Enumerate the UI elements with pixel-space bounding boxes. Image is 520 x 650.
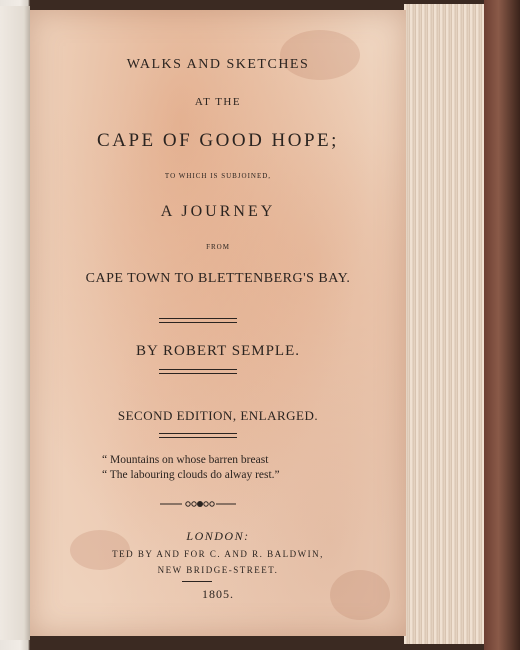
double-rule-divider bbox=[159, 369, 237, 374]
printers-ornament bbox=[158, 499, 238, 509]
double-rule-divider bbox=[159, 318, 237, 323]
facing-page bbox=[0, 6, 30, 640]
title-line-subjoined: TO WHICH IS SUBJOINED, bbox=[164, 172, 272, 180]
author-line: BY ROBERT SEMPLE. bbox=[135, 343, 301, 359]
short-rule bbox=[182, 581, 212, 582]
title-line-at-the: AT THE bbox=[194, 96, 242, 108]
book-cover-edge bbox=[484, 0, 520, 650]
edition-line: SECOND EDITION, ENLARGED. bbox=[117, 408, 319, 423]
title-line-journey: A JOURNEY bbox=[160, 203, 276, 220]
title-line-cape-town: CAPE TOWN TO BLETTENBERG'S BAY. bbox=[85, 271, 351, 286]
epigraph-line: “ The labouring clouds do alway rest.” bbox=[102, 469, 280, 481]
title-line-from: FROM bbox=[206, 243, 230, 251]
imprint-printer: TED BY AND FOR C. AND R. BALDWIN, bbox=[112, 549, 324, 559]
imprint-year: 1805. bbox=[202, 587, 234, 601]
title-line-walks: WALKS AND SKETCHES bbox=[126, 57, 310, 72]
imprint-address: NEW BRIDGE-STREET. bbox=[157, 565, 279, 575]
book-page-edges bbox=[404, 4, 488, 644]
title-page bbox=[30, 10, 406, 636]
imprint-place: LONDON: bbox=[186, 529, 250, 543]
title-line-cape: CAPE OF GOOD HOPE; bbox=[97, 130, 339, 151]
epigraph-line: “ Mountains on whose barren breast bbox=[102, 454, 269, 466]
double-rule-divider bbox=[159, 433, 237, 438]
